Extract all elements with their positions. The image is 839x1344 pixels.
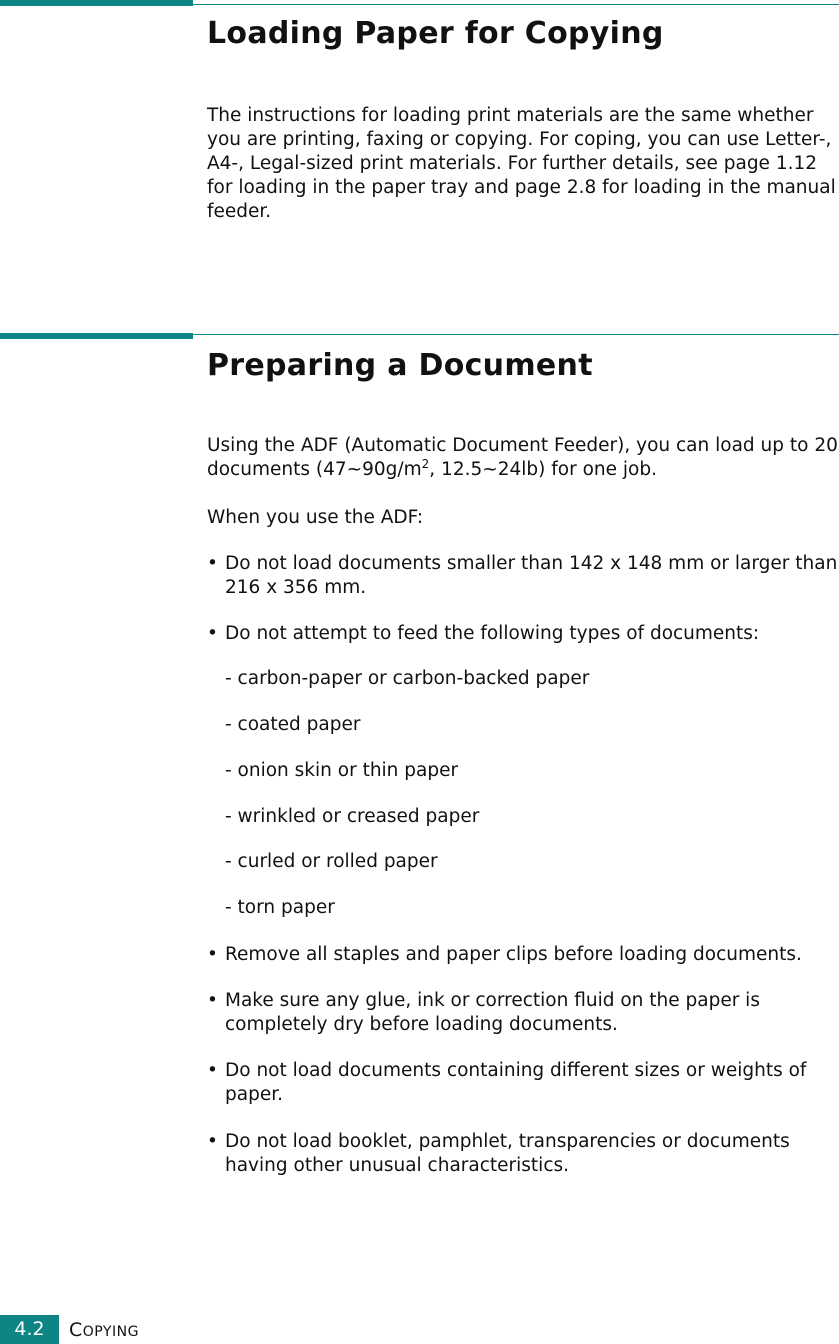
bullet-mark: •: [207, 944, 218, 965]
sub-list-item: - coated paper: [225, 714, 361, 735]
section-rule-line: [193, 4, 839, 5]
bullet-mark: •: [207, 990, 218, 1011]
sub-list-item: - carbon-paper or carbon-backed paper: [225, 668, 590, 689]
bullet-text: Do not load documents smaller than 142 x 148 mm or larger than 216 x 356 mm.: [225, 553, 838, 598]
chapter-rest: OPYING: [82, 1324, 139, 1340]
bullet-item: [207, 622, 839, 646]
bullet-text: Do not load documents containing different sizes or weights of paper.: [225, 1060, 807, 1105]
sub-list-item: - onion skin or thin paper: [225, 760, 459, 781]
adf-intro-text-end: , 12.5~24lb) for one job.: [429, 459, 657, 480]
sub-list-item: - curled or rolled paper: [225, 851, 438, 872]
adf-intro-text: Using the ADF (Automatic Document Feeder), you can load up to 20 documents (47~90g/m: [207, 435, 838, 480]
page-number-badge: 4.2: [0, 1315, 59, 1344]
section-rule-accent: [0, 0, 193, 6]
bullet-mark: •: [207, 1131, 218, 1152]
section-rule-accent: [0, 333, 193, 339]
bullet-item: [207, 552, 839, 600]
superscript: 2: [421, 456, 430, 471]
bullet-mark: •: [207, 1060, 218, 1081]
bullet-text: Do not attempt to feed the following types of documents:: [225, 623, 760, 644]
bullet-text: Make sure any glue, ink or correction fluid on the paper is completely dry before loading documents.: [225, 990, 760, 1035]
chapter-label: [69, 1319, 139, 1341]
bullet-text: Do not load booklet, pamphlet, transparencies or documents having other unusual characteristics.: [225, 1131, 790, 1176]
chapter-initial: C: [69, 1319, 83, 1341]
bullet-item: [207, 989, 839, 1037]
bullet-mark: •: [207, 553, 218, 574]
bullet-item: [207, 1130, 839, 1178]
bullet-text: Remove all staples and paper clips before loading documents.: [225, 944, 802, 965]
section-body-loading-paper: The instructions for loading print materials are the same whether you are printing, faxing or copying. For coping, you can use Letter-, A4-, Legal-sized print materials. For further details, see page 1.12 for loading in the paper tray and page 2.8 for loading in the manual feeder.: [207, 105, 836, 222]
adf-intro-paragraph: [207, 434, 839, 482]
section-title-preparing-document: Preparing a Document: [207, 348, 593, 383]
sub-list-item: - torn paper: [225, 897, 335, 918]
sub-list-item: - wrinkled or creased paper: [225, 806, 480, 827]
bullet-item: [207, 943, 839, 967]
bullet-item: [207, 1059, 839, 1107]
section-rule-line: [193, 334, 839, 335]
bullet-mark: •: [207, 623, 218, 644]
section-title-loading-paper: Loading Paper for Copying: [207, 16, 664, 51]
adf-when-text: When you use the ADF:: [207, 507, 424, 528]
